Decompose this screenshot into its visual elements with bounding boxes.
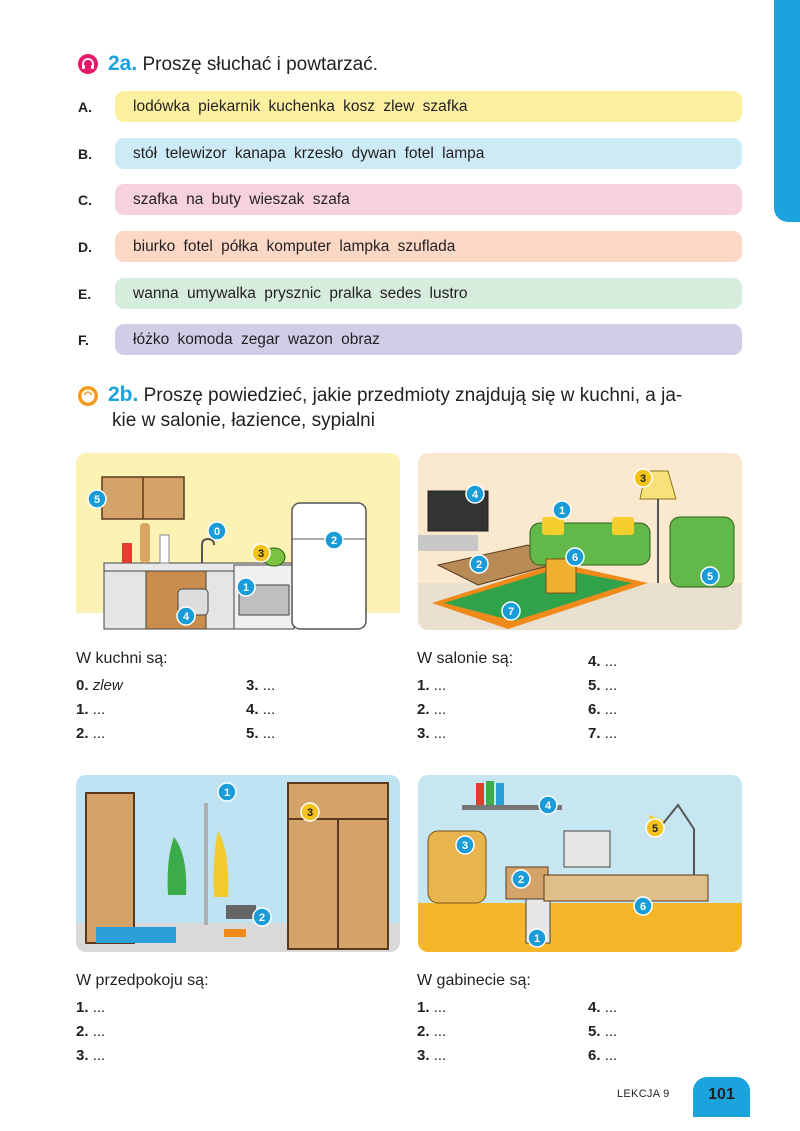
badge-label: 3 [461, 840, 469, 852]
answer-number: 5. [246, 725, 259, 742]
item-number-badge [325, 531, 343, 549]
answer-item [76, 999, 105, 1016]
badge-label: 4 [544, 800, 552, 812]
answer-value: ... [604, 999, 618, 1016]
answer-item [588, 999, 617, 1016]
answer-value: ... [262, 701, 276, 718]
answer-number: 4. [588, 999, 601, 1016]
badge-label: 1 [558, 505, 566, 517]
answer-number: 4. [246, 701, 259, 718]
badge-label: 3 [306, 807, 314, 819]
answer-value: ... [92, 1023, 106, 1040]
answer-value: ... [433, 677, 447, 694]
item-number-badge [253, 908, 271, 926]
living-caption: W salonie są: [417, 650, 514, 667]
item-number-badge [470, 555, 488, 573]
answer-value: ... [433, 999, 447, 1016]
badge-label: 0 [213, 526, 221, 538]
answer-number: 3. [417, 725, 430, 742]
item-number-badge [634, 897, 652, 915]
answer-number: 3. [246, 677, 259, 694]
answer-item [246, 701, 275, 718]
item-number-badge [646, 819, 664, 837]
item-number-badge [553, 501, 571, 519]
badge-label: 1 [223, 787, 231, 799]
answer-number: 6. [588, 1047, 601, 1064]
item-number-badge [528, 929, 546, 947]
answer-value: ... [92, 1047, 106, 1064]
answer-number: 5. [588, 1023, 601, 1040]
answer-item [417, 677, 446, 694]
side-tab [774, 0, 800, 222]
item-number-badge [208, 522, 226, 540]
answer-value: ... [604, 1023, 618, 1040]
answer-number: 2. [76, 725, 89, 742]
answer-number: 2. [417, 701, 430, 718]
answer-value: ... [604, 725, 618, 742]
badge-label: 3 [257, 548, 265, 560]
vocabulary-row: lodówka piekarnik kuchenka kosz zlew szafka [115, 91, 742, 122]
answer-number: 5. [588, 677, 601, 694]
living-room-illustration [418, 453, 742, 630]
item-number-badge [177, 607, 195, 625]
answer-number: 3. [417, 1047, 430, 1064]
answer-item [588, 725, 617, 742]
item-number-badge [502, 602, 520, 620]
answer-item [246, 725, 275, 742]
lesson-label: LEKCJA 9 [617, 1088, 670, 1100]
item-number-badge [88, 490, 106, 508]
exercise-2b-instruction-line2: kie w salonie, łazience, sypialni [112, 410, 375, 431]
answer-number: 7. [588, 725, 601, 742]
answer-item [588, 701, 617, 718]
vocabulary-row: stół telewizor kanapa krzesło dywan fotel lampa [115, 138, 742, 169]
answer-value: ... [92, 999, 106, 1016]
badge-label: 1 [242, 582, 250, 594]
answer-value: ... [92, 725, 106, 742]
answer-number: 1. [76, 999, 89, 1016]
badge-label: 6 [639, 901, 647, 913]
answer-item [76, 1023, 105, 1040]
row-letter: A. [78, 99, 92, 115]
item-number-badge [301, 803, 319, 821]
badge-label: 2 [330, 535, 338, 547]
answer-value: ... [604, 653, 618, 670]
answer-value: ... [92, 701, 106, 718]
badge-label: 2 [258, 912, 266, 924]
row-letter: F. [78, 332, 89, 348]
answer-number: 6. [588, 701, 601, 718]
answer-item [588, 1023, 617, 1040]
answer-value: ... [433, 725, 447, 742]
answer-item [76, 1047, 105, 1064]
vocabulary-row: szafka na buty wieszak szafa [115, 184, 742, 215]
kitchen-caption: W kuchni są: [76, 650, 168, 667]
badge-label: 1 [533, 933, 541, 945]
item-number-badge [701, 567, 719, 585]
answer-value: ... [262, 677, 276, 694]
answer-item [417, 1023, 446, 1040]
badge-label: 6 [571, 552, 579, 564]
answer-item [246, 677, 275, 694]
item-number-badge [218, 783, 236, 801]
badge-label: 7 [507, 606, 515, 618]
answer-value: ... [604, 1047, 618, 1064]
vocabulary-row: biurko fotel półka komputer lampka szuflada [115, 231, 742, 262]
answer-item [417, 725, 446, 742]
row-letter: C. [78, 192, 92, 208]
badge-label: 3 [639, 473, 647, 485]
answer-number: 4. [588, 653, 601, 670]
answer-item [588, 653, 617, 670]
badge-label: 5 [651, 823, 659, 835]
answer-value: ... [604, 701, 618, 718]
answer-item [588, 1047, 617, 1064]
answer-item [588, 677, 617, 694]
vocabulary-row: wanna umywalka prysznic pralka sedes lustro [115, 278, 742, 309]
study-caption: W gabinecie są: [417, 972, 531, 989]
answer-value: ... [433, 701, 447, 718]
headphones-icon [78, 54, 98, 74]
badge-label: 4 [471, 489, 479, 501]
badge-label: 4 [182, 611, 190, 623]
hallway-illustration [76, 775, 400, 952]
item-number-badge [237, 578, 255, 596]
badge-label: 2 [475, 559, 483, 571]
answer-value: zlew [92, 677, 123, 694]
row-letter: B. [78, 146, 92, 162]
page-number: 101 [693, 1077, 750, 1117]
kitchen-illustration [76, 453, 400, 630]
badge-label: 5 [93, 494, 101, 506]
answer-number: 1. [417, 677, 430, 694]
item-number-badge [456, 836, 474, 854]
badge-label: 5 [706, 571, 714, 583]
answer-number: 2. [76, 1023, 89, 1040]
vocabulary-row: łóżko komoda zegar wazon obraz [115, 324, 742, 355]
answer-value: ... [433, 1047, 447, 1064]
exercise-2a-instruction: Proszę słuchać i powtarzać. [142, 54, 378, 75]
item-number-badge [539, 796, 557, 814]
answer-item [76, 701, 105, 718]
answer-number: 1. [76, 701, 89, 718]
hallway-caption: W przedpokoju są: [76, 972, 209, 989]
speaking-head-icon [78, 386, 98, 406]
answer-value: ... [262, 725, 276, 742]
row-letter: D. [78, 239, 92, 255]
study-illustration [418, 775, 742, 952]
badge-label: 2 [517, 874, 525, 886]
exercise-2a-heading [108, 51, 378, 78]
item-number-badge [634, 469, 652, 487]
exercise-2a-number: 2a. [108, 52, 138, 75]
item-number-badge [566, 548, 584, 566]
exercise-2b-heading [108, 382, 682, 409]
answer-number: 0. [76, 677, 89, 694]
answer-item [417, 1047, 446, 1064]
item-number-badge [252, 544, 270, 562]
exercise-2b-instruction-line1: Proszę powiedzieć, jakie przedmioty znajdują się w kuchni, a ja- [143, 385, 683, 406]
answer-number: 3. [76, 1047, 89, 1064]
answer-value: ... [433, 1023, 447, 1040]
answer-item [417, 701, 446, 718]
answer-number: 1. [417, 999, 430, 1016]
answer-item [76, 725, 105, 742]
item-number-badge [466, 485, 484, 503]
exercise-2b-number: 2b. [108, 383, 139, 406]
item-number-badge [512, 870, 530, 888]
answer-value: ... [604, 677, 618, 694]
row-letter: E. [78, 286, 92, 302]
answer-item [417, 999, 446, 1016]
answer-item [76, 677, 123, 694]
answer-number: 2. [417, 1023, 430, 1040]
